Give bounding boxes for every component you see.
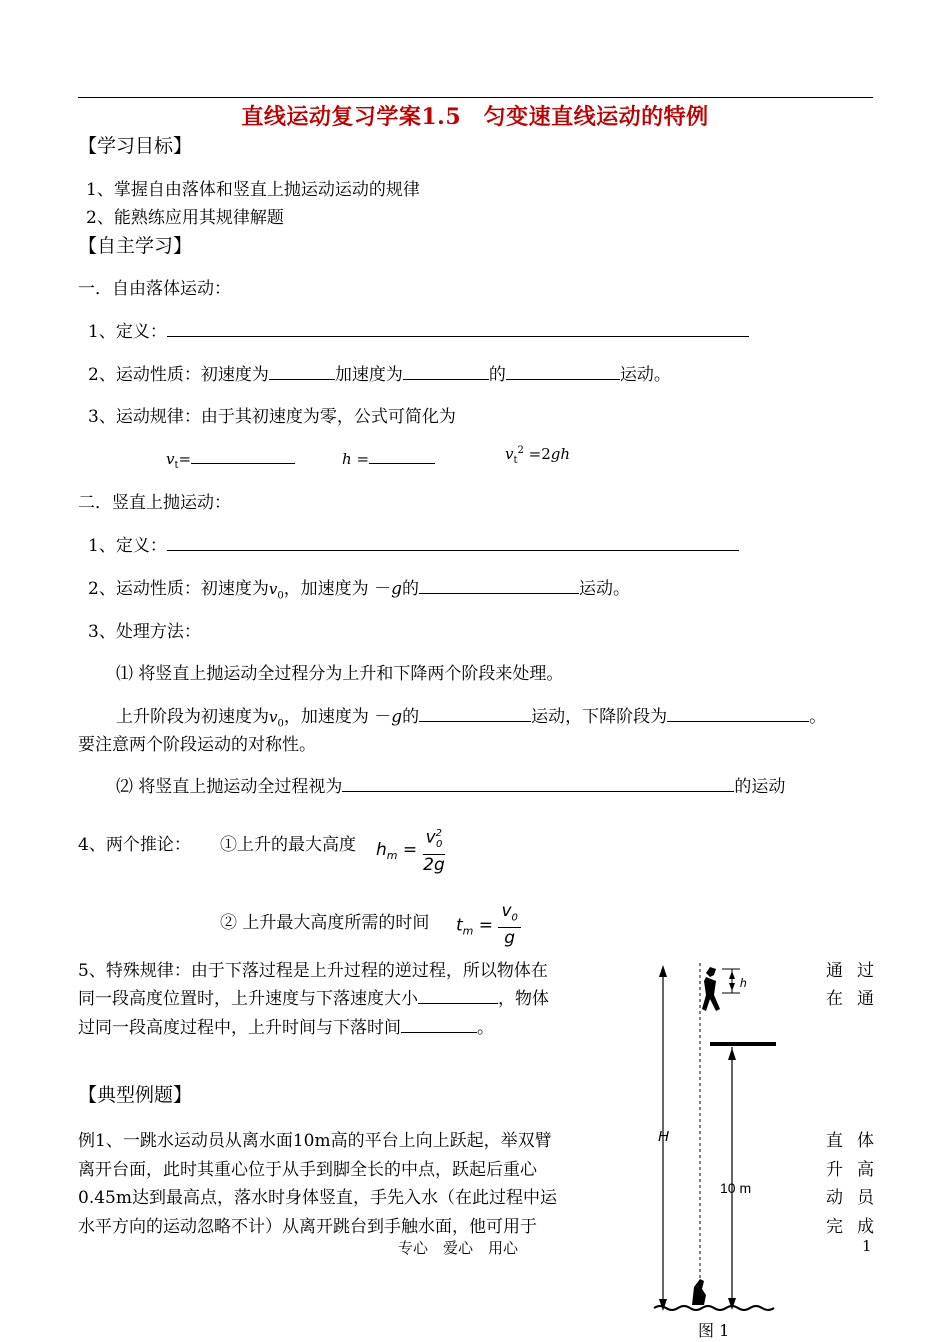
height-formula-blank[interactable] xyxy=(369,445,435,464)
whole-process-blank[interactable] xyxy=(342,773,734,792)
vertical-throw-definition: 1、定义： xyxy=(88,531,739,556)
rising-motion-blank[interactable] xyxy=(419,703,531,722)
header-rule xyxy=(78,97,873,98)
method-2: ⑵ 将竖直上抛运动全过程视为 的运动 xyxy=(116,772,785,797)
goal-item-1: 1、掌握自由落体和竖直上抛运动运动的规律 xyxy=(86,180,420,200)
10m-arrow-bottom xyxy=(728,1298,736,1310)
label-10m: 10 m xyxy=(720,1180,752,1196)
h-arrow-bottom xyxy=(729,983,735,991)
goals-heading: 【学习目标】 xyxy=(78,135,193,157)
velocity-formula-blank[interactable] xyxy=(191,445,295,464)
formula-velocity: $v_t=$ xyxy=(166,445,295,471)
free-fall-heading: 一．自由落体运动： xyxy=(78,279,231,299)
page-number: 1 xyxy=(862,1237,872,1255)
max-time-formula: $t_m$ = $\frac{v_0}{g}$ xyxy=(456,902,521,949)
inference-label: 4、两个推论： xyxy=(78,835,191,855)
special-rule-line-2-right: 在通 xyxy=(826,989,888,1009)
diving-figure xyxy=(636,955,806,1340)
platform xyxy=(710,1042,776,1046)
goal-item-2: 2、能熟练应用其规律解题 xyxy=(86,208,284,228)
free-fall-law: 3、运动规律：由于其初速度为零，公式可简化为 xyxy=(88,407,456,427)
examples-heading: 【典型例题】 xyxy=(78,1084,193,1106)
method-1: ⑴ 将竖直上抛运动全过程分为上升和下降两个阶段来处理。 xyxy=(116,664,564,684)
example-1-line-1: 例1、一跳水运动员从离水面10m高的平台上向上跃起，举双臂 xyxy=(78,1131,552,1151)
time-compare-blank[interactable] xyxy=(401,1014,477,1033)
vertical-throw-nature: 2、运动性质：初速度为$v_0$，加速度为 －g的 运动。 xyxy=(88,574,630,601)
figure-caption: 图 1 xyxy=(698,1321,730,1340)
diver-top xyxy=(702,967,720,1011)
inference-2: ② 上升最大高度所需的时间 xyxy=(220,913,430,933)
example-1-line-3: 0.45m达到最高点，落水时身体竖直，手先入水（在此过程中运 xyxy=(78,1188,557,1208)
label-H: H xyxy=(658,1128,669,1145)
footer-motto: 专心 爱心 用心 xyxy=(398,1239,519,1257)
example-1-line-4: 水平方向的运动忽略不计）从离开跳台到手触水面，他可用于 xyxy=(78,1217,537,1237)
example-1-line-2: 离开台面，此时其重心位于从手到脚全长的中点，跃起后重心 xyxy=(78,1160,537,1180)
falling-motion-blank[interactable] xyxy=(667,703,809,722)
self-study-heading: 【自主学习】 xyxy=(78,235,193,257)
throw-definition-blank[interactable] xyxy=(167,532,739,551)
page-title: 直线运动复习学案1.5 匀变速直线运动的特例 xyxy=(241,104,709,130)
vertical-throw-heading: 二．竖直上抛运动： xyxy=(78,493,231,513)
max-height-fraction: $\frac{v^2_0}{2g}$ xyxy=(423,824,446,876)
h-arrow-top xyxy=(729,971,735,979)
example-1-line-3-right: 动员 xyxy=(826,1188,888,1208)
H-arrow-top xyxy=(659,965,667,977)
symmetry-note: 要注意两个阶段运动的对称性。 xyxy=(78,735,316,755)
formula-velocity-squared: $v_t^2 =2gh$ xyxy=(505,445,571,466)
special-rule-line-1: 5、特殊规律：由于下落过程是上升过程的逆过程，所以物体在 xyxy=(78,961,548,981)
inference-1: ①上升的最大高度 xyxy=(220,835,356,855)
free-fall-definition: 1、定义： xyxy=(88,317,749,342)
method-1-detail: 上升阶段为初速度为$v_0$，加速度为 －g的 运动，下降阶段为 。 xyxy=(116,702,826,729)
max-height-formula: $h_m$ = $\frac{v^2_0}{2g}$ xyxy=(376,824,445,876)
definition-blank[interactable] xyxy=(167,318,749,337)
max-time-fraction: $\frac{v_0}{g}$ xyxy=(498,902,520,949)
special-rule-line-3: 过同一段高度过程中，上升时间与下落时间 。 xyxy=(78,1013,494,1038)
example-1-line-1-right: 直体 xyxy=(826,1131,888,1151)
water-surface xyxy=(654,1306,774,1310)
speed-compare-blank[interactable] xyxy=(418,985,498,1004)
example-1-line-4-right: 完成 xyxy=(826,1217,888,1237)
throw-motion-blank[interactable] xyxy=(419,575,579,594)
example-1-line-2-right: 升高 xyxy=(826,1160,888,1180)
formula-height: h = xyxy=(342,445,435,468)
motion-type-blank[interactable] xyxy=(506,361,620,380)
diver-bottom xyxy=(692,1279,706,1305)
free-fall-nature: 2、运动性质：初速度为 加速度为 的 运动。 xyxy=(88,360,671,385)
special-rule-line-1-right: 通过 xyxy=(826,961,888,981)
label-h: h xyxy=(740,976,747,990)
initial-velocity-blank[interactable] xyxy=(269,361,335,380)
acceleration-blank[interactable] xyxy=(403,361,489,380)
method-heading: 3、处理方法： xyxy=(88,622,201,642)
special-rule-line-2: 同一段高度位置时，上升速度与下落速度大小 ，物体 xyxy=(78,984,549,1009)
10m-arrow-top xyxy=(728,1048,736,1060)
